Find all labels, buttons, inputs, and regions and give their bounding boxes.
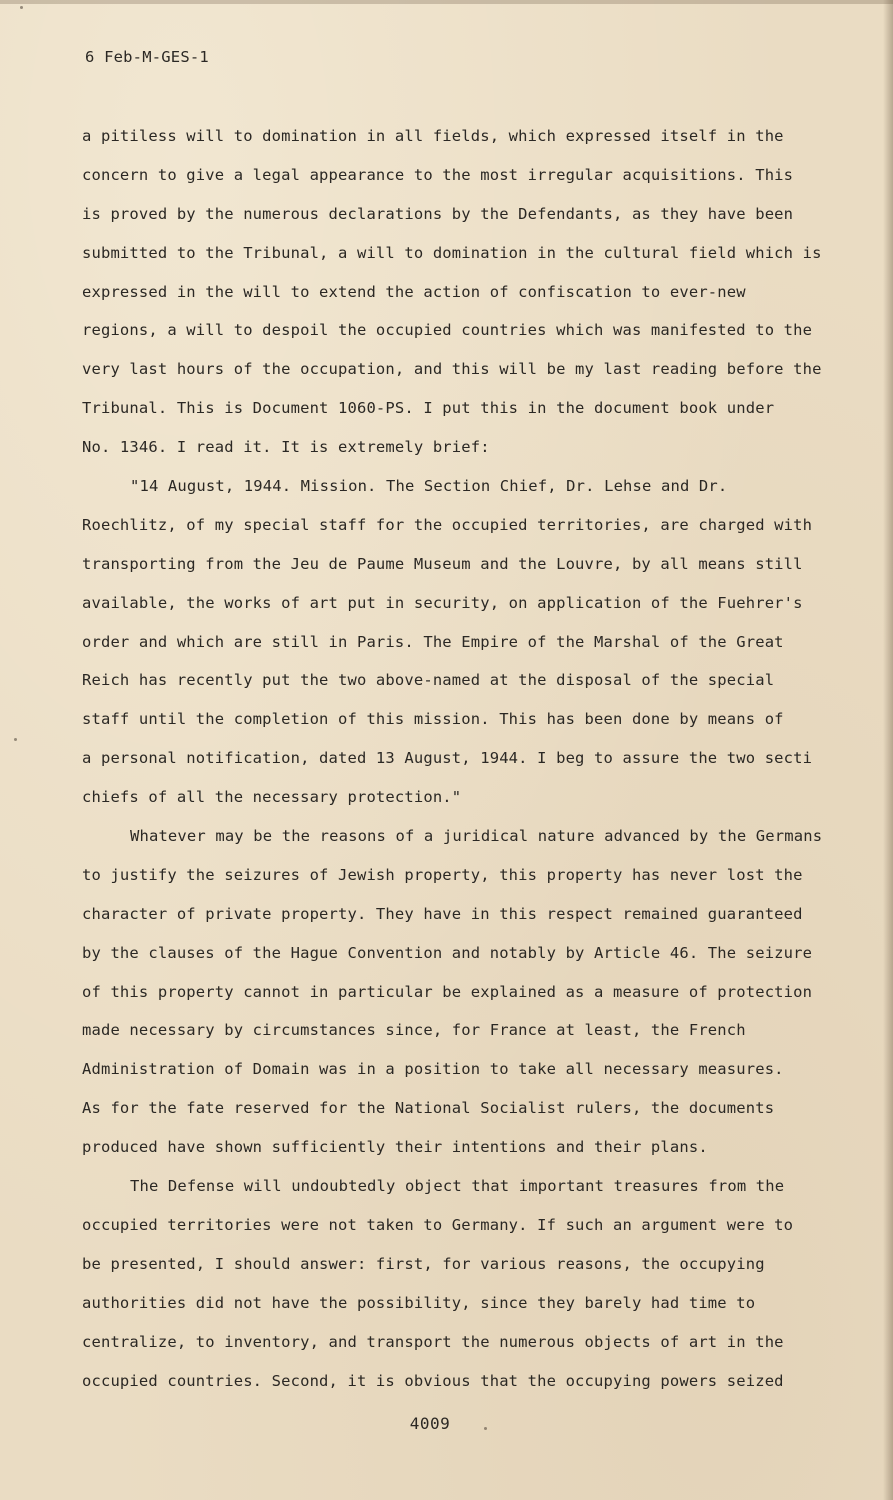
text-line: No. 1346. I read it. It is extremely brief: <box>82 438 490 457</box>
page-number: 4009 <box>409 1414 451 1433</box>
text-line: is proved by the numerous declarations by the Defendants, as they have been <box>82 204 794 223</box>
text-line: chiefs of all the necessary protection." <box>82 788 462 807</box>
text-line: Reich has recently put the two above-named at the disposal of the special <box>82 671 775 690</box>
text-line: available, the works of art put in security, on application of the Fuehrer's <box>82 593 803 612</box>
text-line: occupied territories were not taken to Germany. If such an argument were to <box>82 1215 794 1234</box>
text-line: concern to give a legal appearance to the most irregular acquisitions. This <box>82 165 794 184</box>
text-line: occupied countries. Second, it is obvious that the occupying powers seized <box>82 1371 784 1390</box>
text-line: produced have shown sufficiently their intentions and their plans. <box>82 1138 708 1157</box>
text-line: Administration of Domain was in a position to take all necessary measures. <box>82 1060 784 1079</box>
text-line: Roechlitz, of my special staff for the occupied territories, are charged with <box>82 515 813 534</box>
text-line: Tribunal. This is Document 1060-PS. I put this in the document book under <box>82 399 775 418</box>
text-line: character of private property. They have in this respect remained guaranteed <box>82 904 803 923</box>
text-line: transporting from the Jeu de Paume Museum and the Louvre, by all means still <box>82 554 803 573</box>
page-header-code: 6 Feb-M-GES-1 <box>85 48 209 66</box>
text-line: made necessary by circumstances since, for France at least, the French <box>82 1021 746 1040</box>
text-line: a personal notification, dated 13 August, 1944. I beg to assure the two secti <box>82 749 813 768</box>
text-line: expressed in the will to extend the action of confiscation to ever-new <box>82 282 746 301</box>
paragraph-start-line: Whatever may be the reasons of a juridical nature advanced by the Germans <box>130 827 823 846</box>
text-line: staff until the completion of this mission. This has been done by means of <box>82 710 784 729</box>
text-line: As for the fate reserved for the National Socialist rulers, the documents <box>82 1099 775 1118</box>
text-line: authorities did not have the possibility, since they barely had time to <box>82 1293 756 1312</box>
quote-start-line: "14 August, 1944. Mission. The Section Chief, Dr. Lehse and Dr. <box>130 477 728 496</box>
body-text <box>82 117 842 1400</box>
page-top-edge <box>0 0 893 4</box>
text-line: submitted to the Tribunal, a will to domination in the cultural field which is <box>82 243 822 262</box>
text-line: by the clauses of the Hague Convention and notably by Article 46. The seizure <box>82 943 813 962</box>
text-line: be presented, I should answer: first, for various reasons, the occupying <box>82 1254 765 1273</box>
text-line: to justify the seizures of Jewish property, this property has never lost the <box>82 865 803 884</box>
text-line: very last hours of the occupation, and this will be my last reading before the <box>82 360 822 379</box>
text-line: centralize, to inventory, and transport the numerous objects of art in the <box>82 1332 784 1351</box>
paper-speck <box>14 738 17 741</box>
text-line: regions, a will to despoil the occupied countries which was manifested to the <box>82 321 813 340</box>
text-line: a pitiless will to domination in all fields, which expressed itself in the <box>82 127 784 145</box>
page-right-edge <box>883 0 893 1500</box>
text-line: order and which are still in Paris. The Empire of the Marshal of the Great <box>82 632 784 651</box>
paragraph-start-line: The Defense will undoubtedly object that important treasures from the <box>130 1177 785 1196</box>
text-line: of this property cannot in particular be explained as a measure of protection <box>82 982 813 1001</box>
paper-speck <box>484 1427 487 1430</box>
paper-speck <box>20 6 23 9</box>
